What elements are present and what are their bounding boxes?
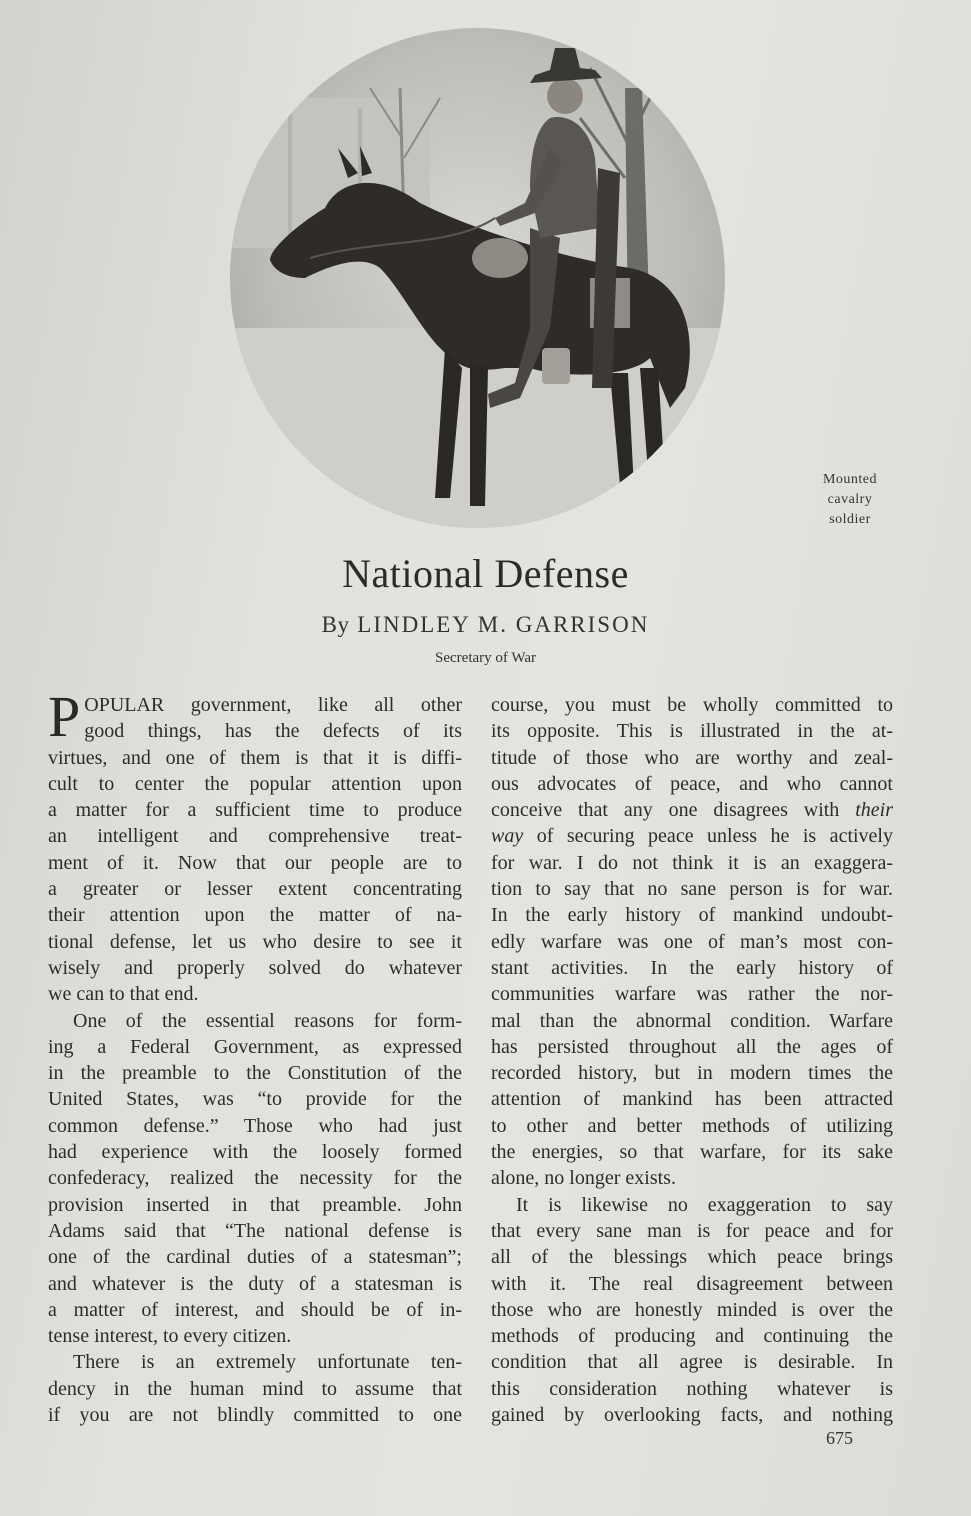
text-line: methods of producing and continuing the bbox=[491, 1325, 893, 1348]
text-line: provision inserted in that preamble. John bbox=[48, 1193, 462, 1216]
text-line: for war. I do not think it is an exaggera- bbox=[491, 851, 893, 874]
text-line: an intelligent and comprehensive treat- bbox=[48, 825, 462, 848]
text-line: its opposite. This is illustrated in the at- bbox=[491, 720, 893, 743]
text-line: those who are honestly minded is over the bbox=[491, 1298, 893, 1321]
text-column-left bbox=[48, 684, 462, 1428]
text-line: good things, has the defects of its bbox=[84, 720, 462, 743]
text-line: one of the cardinal duties of a statesman”; bbox=[48, 1246, 462, 1269]
paragraph bbox=[48, 1349, 462, 1428]
paragraph bbox=[491, 1192, 893, 1429]
text-line: a matter of interest, and should be of in- bbox=[48, 1298, 462, 1321]
text-line: communities warfare was rather the nor- bbox=[491, 983, 893, 1006]
text-line: to other and better methods of utilizing bbox=[491, 1114, 893, 1137]
text-line: confederacy, realized the necessity for the bbox=[48, 1167, 462, 1190]
italic-word: their bbox=[855, 799, 893, 822]
italic-word: way bbox=[491, 825, 524, 848]
text-line: with it. The real disagreement between bbox=[491, 1272, 893, 1295]
text-line: mal than the abnormal condition. Warfare bbox=[491, 1009, 893, 1032]
text-line: all of the blessings which peace brings bbox=[491, 1246, 893, 1269]
text-line: their attention upon the matter of na- bbox=[48, 904, 462, 927]
text-line: in the preamble to the Constitution of the bbox=[48, 1062, 462, 1085]
text-line: United States, was “to provide for the bbox=[48, 1088, 462, 1111]
text-line: condition that all agree is desirable. In bbox=[491, 1351, 893, 1374]
text-line: tion to say that no sane person is for war. bbox=[491, 878, 893, 901]
caption-line: cavalry bbox=[827, 492, 873, 507]
text-line: had experience with the loosely formed bbox=[48, 1141, 462, 1164]
caption-line: soldier bbox=[829, 512, 871, 527]
text-line: stant activities. In the early history of bbox=[491, 956, 893, 979]
text-line: common defense.” Those who had just bbox=[48, 1114, 462, 1137]
text-line: that every sane man is for peace and for bbox=[491, 1219, 893, 1242]
text-line: tional defense, let us who desire to see it bbox=[48, 930, 462, 953]
text-line: There is an extremely unfortunate ten- bbox=[73, 1351, 462, 1374]
drop-cap: P bbox=[48, 684, 81, 749]
text-line: a greater or lesser extent concentrating bbox=[48, 878, 462, 901]
text-column-right bbox=[491, 692, 893, 1428]
text-line: cult to center the popular attention upon bbox=[48, 772, 462, 795]
text-line bbox=[491, 797, 893, 823]
text-line: if you are not blindly committed to one bbox=[48, 1404, 462, 1427]
text-line: In the early history of mankind undoubt- bbox=[491, 904, 893, 927]
text-line: wisely and properly solved do whatever bbox=[48, 956, 462, 979]
paragraph bbox=[48, 1008, 462, 1350]
text-line bbox=[491, 823, 893, 849]
text-line: alone, no longer exists. bbox=[491, 1167, 676, 1190]
text-fragment: conceive that any one disagrees with bbox=[491, 799, 856, 822]
text-line: has persisted throughout all the ages of bbox=[491, 1035, 893, 1058]
text-line: ous advocates of peace, and who cannot bbox=[491, 772, 893, 795]
paragraph bbox=[491, 692, 893, 1192]
text-line: attention of mankind has been attracted bbox=[491, 1088, 893, 1111]
text-fragment: of securing peace unless he is actively bbox=[523, 825, 893, 848]
text-line: Adams said that “The national defense is bbox=[48, 1219, 462, 1242]
text-line: we can to that end. bbox=[48, 983, 199, 1006]
text-line: dency in the human mind to assume that bbox=[48, 1377, 462, 1400]
cavalry-soldier-illustration bbox=[230, 28, 725, 528]
paragraph bbox=[48, 684, 462, 1008]
text-line: ment of it. Now that our people are to bbox=[48, 851, 462, 874]
text-line: gained by overlooking facts, and nothing bbox=[491, 1404, 893, 1427]
text-line: virtues, and one of them is that it is diffi- bbox=[48, 746, 462, 769]
text-line: and whatever is the duty of a statesman is bbox=[48, 1272, 462, 1295]
cavalry-soldier-photo bbox=[230, 28, 725, 528]
article-byline bbox=[0, 612, 971, 638]
text-line: One of the essential reasons for form- bbox=[73, 1009, 462, 1032]
photo-caption bbox=[800, 470, 900, 530]
text-line: a matter for a sufficient time to produce bbox=[48, 799, 462, 822]
text-line: course, you must be wholly committed to bbox=[491, 694, 893, 716]
text-line: ing a Federal Government, as expressed bbox=[48, 1035, 462, 1058]
author-role: Secretary of War bbox=[435, 650, 536, 666]
caption-line: Mounted bbox=[822, 472, 878, 487]
text-line: tense interest, to every citizen. bbox=[48, 1325, 292, 1348]
text-line: this consideration nothing whatever is bbox=[491, 1377, 893, 1400]
text-line: OPULAR government, like all other bbox=[84, 694, 462, 716]
author-name: LINDLEY M. GARRISON bbox=[357, 612, 650, 637]
text-line: It is likewise no exaggeration to say bbox=[516, 1193, 893, 1216]
text-line: the energies, so that warfare, for its sake bbox=[491, 1141, 893, 1164]
byline-prefix: By bbox=[321, 612, 350, 637]
text-line: edly warfare was one of man’s most con- bbox=[491, 930, 893, 953]
text-line: titude of those who are worthy and zeal- bbox=[491, 746, 893, 769]
text-line: recorded history, but in modern times the bbox=[491, 1062, 893, 1085]
article-title: National Defense bbox=[342, 551, 629, 596]
page-number: 675 bbox=[826, 1428, 853, 1448]
